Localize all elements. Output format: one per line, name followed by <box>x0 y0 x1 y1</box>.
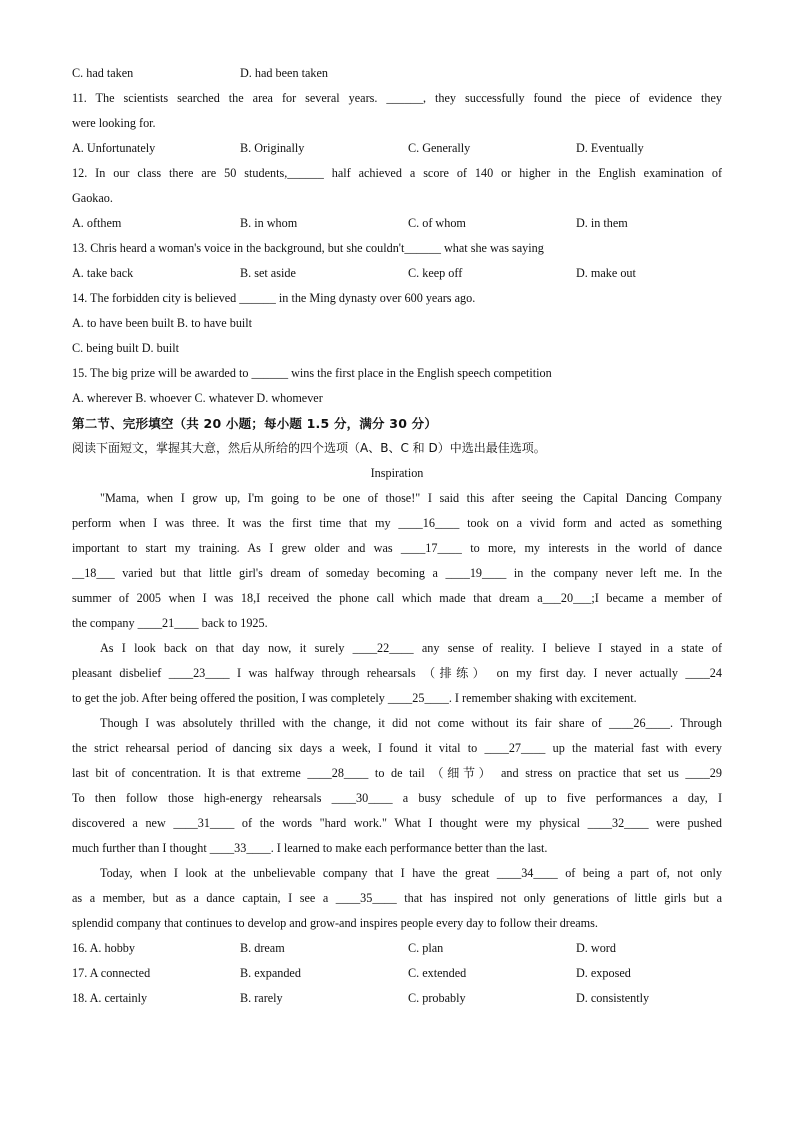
question-17-options <box>72 961 722 986</box>
question-13-stem: 13. Chris heard a woman's voice in the background, but she couldn't______ what she was saying <box>72 241 544 255</box>
option-b: B. in whom <box>240 216 298 230</box>
exam-page <box>72 61 722 1011</box>
option-d: D. Eventually <box>576 141 644 155</box>
option-b: B. Originally <box>240 141 305 155</box>
passage-line: the strict rehearsal period of dancing six days a week, I found it vital to ____27____ up the material fast with every <box>72 741 722 755</box>
option-c: C. had taken <box>72 66 134 80</box>
option-d: D. exposed <box>576 966 631 980</box>
option-c: C. plan <box>408 941 444 955</box>
option-c: C. Generally <box>408 141 471 155</box>
question-15-stem: 15. The big prize will be awarded to ______ wins the first place in the English speech competition <box>72 366 552 380</box>
option-a: 18. A. certainly <box>72 991 148 1005</box>
option-c: C. extended <box>408 966 467 980</box>
section-instruction: 阅读下面短文，掌握其大意，然后从所给的四个选项（A、B、C 和 D）中选出最佳选项。 <box>72 441 546 455</box>
passage-title: Inspiration <box>370 466 424 480</box>
passage-line: to get the job. After being offered the position, I was completely ____25____. I remember shaking with excitement. <box>72 691 637 705</box>
option-a: A. take back <box>72 266 134 280</box>
option-b: B. set aside <box>240 266 296 280</box>
passage-line: "Mama, when I grow up, I'm going to be one of those!" I said this after seeing the Capital Dancing Company <box>100 491 722 505</box>
passage-line: __18___ varied but that little girl's dream of someday becoming a ____19____ in the company never left me. In the <box>72 566 722 580</box>
passage-line: important to start my training. As I grew older and was ____17____ to more, my interests in the world of dance <box>72 541 722 555</box>
passage-line: the company ____21____ back to 1925. <box>72 616 268 630</box>
question-15-options: A. wherever B. whoever C. whatever D. whomever <box>72 391 323 405</box>
passage-line: discovered a new ____31____ of the words "hard work." What I thought were my physical ____32____ were pushed <box>72 816 722 830</box>
passage-line: last bit of concentration. It is that extreme ____28____ to de tail （细节） and stress on practice that set us ____29 <box>72 766 722 780</box>
passage-line: much further than I thought ____33____. I learned to make each performance better than the last. <box>72 841 548 855</box>
passage-line: as a member, but as a dance captain, I see a ____35____ that has inspired not only generations of little girls but a <box>72 891 722 905</box>
option-d: D. in them <box>576 216 628 230</box>
question-12-stem-cont: Gaokao. <box>72 191 113 205</box>
option-b: B. rarely <box>240 991 283 1005</box>
passage-line: summer of 2005 when I was 18,I received the phone call which made that dream a___20___;I became a member of <box>72 591 722 605</box>
question-14-options-ab: A. to have been built B. to have built <box>72 316 253 330</box>
passage-line: To then follow those high-energy rehearsals ____30____ a busy schedule of up to five performances a day, I <box>72 791 722 805</box>
question-11-options <box>72 136 722 161</box>
passage-line: Today, when I look at the unbelievable company that I have the great ____34____ of being a part of, not only <box>100 866 722 880</box>
passage-line: perform when I was three. It was the first time that my ____16____ took on a vivid form and acted as something <box>72 516 722 530</box>
question-12-options <box>72 211 722 236</box>
option-b: B. dream <box>240 941 285 955</box>
option-c: C. keep off <box>408 266 463 280</box>
option-b: B. expanded <box>240 966 301 980</box>
question-18-options <box>72 986 722 1011</box>
option-c: C. probably <box>408 991 466 1005</box>
option-d: D. consistently <box>576 991 650 1005</box>
option-c: C. of whom <box>408 216 466 230</box>
option-a: A. ofthem <box>72 216 122 230</box>
option-d: D. make out <box>576 266 636 280</box>
section-heading: 第二节、完形填空（共 20 小题；每小题 1.5 分，满分 30 分） <box>72 416 438 431</box>
option-a: A. Unfortunately <box>72 141 156 155</box>
passage-line: pleasant disbelief ____23____ I was halfway through rehearsals （排练） on my first day. I never actually ____24 <box>72 666 722 680</box>
option-d: D. had been taken <box>240 66 328 80</box>
passage-line: splendid company that continues to develop and grow-and inspires people every day to follow their dreams. <box>72 916 598 930</box>
q10-options-cd <box>72 61 722 86</box>
question-14-stem: 14. The forbidden city is believed ______ in the Ming dynasty over 600 years ago. <box>72 291 476 305</box>
question-16-options <box>72 936 722 961</box>
question-14-options-cd: C. being built D. built <box>72 341 179 355</box>
option-a: 16. A. hobby <box>72 941 135 955</box>
question-12-stem: 12. In our class there are 50 students,______ half achieved a score of 140 or higher in the English examination of <box>72 166 722 180</box>
question-13-options <box>72 261 722 286</box>
question-11-stem-cont: were looking for. <box>72 116 156 130</box>
question-11-stem: 11. The scientists searched the area for several years. ______, they successfully found the piece of evidence they <box>72 91 722 105</box>
passage-line: As I look back on that day now, it surely ____22____ any sense of reality. I believe I stayed in a state of <box>100 641 722 655</box>
option-a: 17. A connected <box>72 966 151 980</box>
passage-line: Though I was absolutely thrilled with the change, it did not come without its fair share of ____26____. Through <box>100 716 722 730</box>
option-d: D. word <box>576 941 616 955</box>
